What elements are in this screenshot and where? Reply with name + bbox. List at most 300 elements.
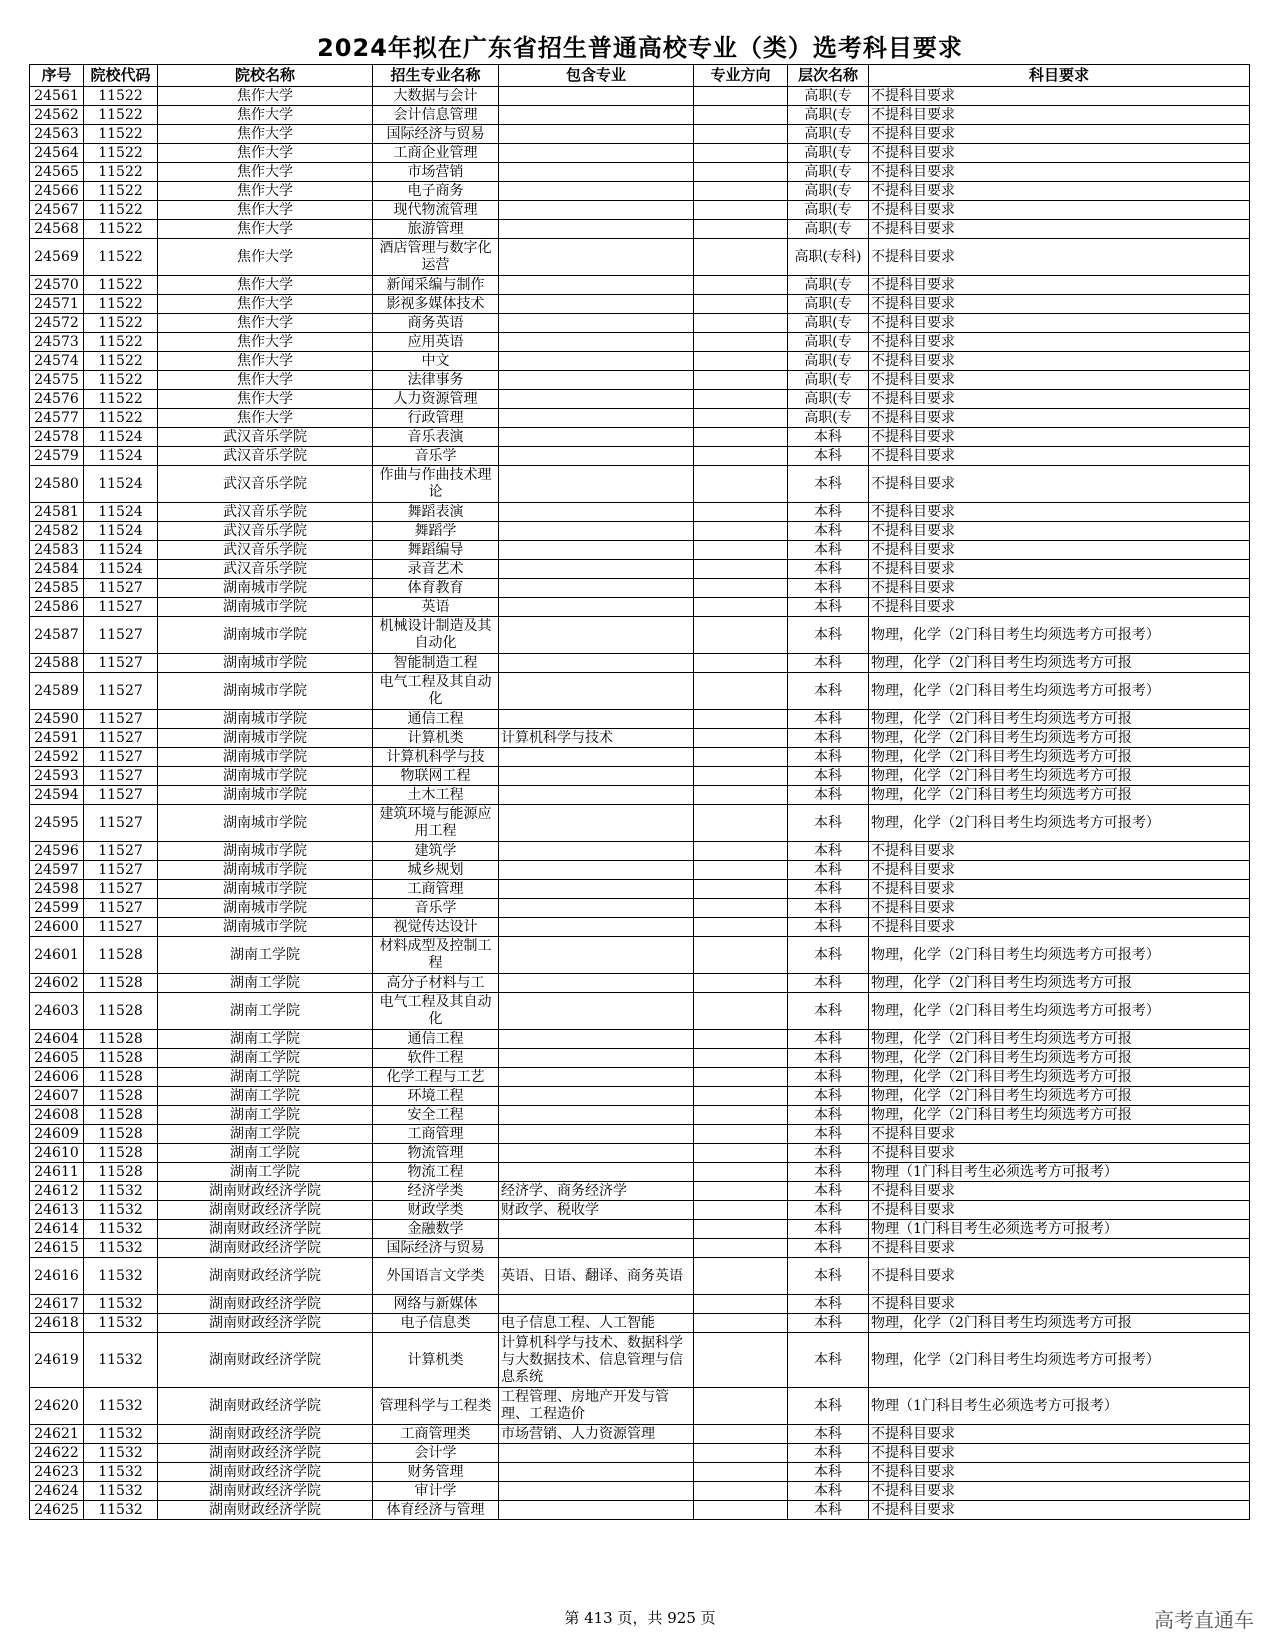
cell-major-name: 软件工程 bbox=[373, 1049, 499, 1068]
cell-school-code: 11527 bbox=[84, 617, 158, 654]
cell-level: 高职(专 bbox=[788, 106, 869, 125]
table-row bbox=[30, 1220, 1250, 1239]
cell-included-majors bbox=[499, 220, 694, 239]
cell-level: 高职(专 bbox=[788, 144, 869, 163]
cell-major-name: 电子商务 bbox=[373, 182, 499, 201]
table-row bbox=[30, 409, 1250, 428]
cell-level: 本科 bbox=[788, 842, 869, 861]
cell-major-direction bbox=[694, 1333, 788, 1388]
cell-subject-requirement: 不提科目要求 bbox=[869, 899, 1250, 918]
cell-major-direction bbox=[694, 710, 788, 729]
cell-school-code: 11522 bbox=[84, 352, 158, 371]
cell-seq: 24588 bbox=[30, 654, 84, 673]
cell-seq: 24589 bbox=[30, 673, 84, 710]
cell-major-direction bbox=[694, 182, 788, 201]
cell-subject-requirement: 物理，化学（2门科目考生均须选考方可报考） bbox=[869, 617, 1250, 654]
cell-seq: 24625 bbox=[30, 1501, 84, 1520]
cell-included-majors bbox=[499, 993, 694, 1030]
cell-major-direction bbox=[694, 1501, 788, 1520]
cell-level: 本科 bbox=[788, 1068, 869, 1087]
cell-school-name: 湖南财政经济学院 bbox=[158, 1239, 373, 1258]
cell-school-code: 11524 bbox=[84, 428, 158, 447]
cell-level: 本科 bbox=[788, 937, 869, 974]
header-major-name: 招生专业名称 bbox=[373, 65, 499, 87]
cell-major-direction bbox=[694, 295, 788, 314]
cell-level: 本科 bbox=[788, 617, 869, 654]
cell-included-majors bbox=[499, 748, 694, 767]
cell-school-name: 湖南城市学院 bbox=[158, 880, 373, 899]
cell-level: 本科 bbox=[788, 1482, 869, 1501]
subject-requirements-table bbox=[29, 64, 1250, 1520]
cell-subject-requirement: 物理，化学（2门科目考生均须选考方可报考） bbox=[869, 993, 1250, 1030]
cell-school-name: 湖南城市学院 bbox=[158, 861, 373, 880]
cell-school-code: 11532 bbox=[84, 1201, 158, 1220]
cell-seq: 24563 bbox=[30, 125, 84, 144]
cell-level: 本科 bbox=[788, 522, 869, 541]
cell-included-majors bbox=[499, 673, 694, 710]
cell-seq: 24623 bbox=[30, 1463, 84, 1482]
table-row bbox=[30, 1388, 1250, 1425]
cell-seq: 24608 bbox=[30, 1106, 84, 1125]
cell-seq: 24590 bbox=[30, 710, 84, 729]
cell-seq: 24561 bbox=[30, 87, 84, 106]
cell-included-majors bbox=[499, 447, 694, 466]
cell-level: 本科 bbox=[788, 1258, 869, 1295]
cell-major-direction bbox=[694, 371, 788, 390]
cell-included-majors bbox=[499, 880, 694, 899]
cell-major-direction bbox=[694, 447, 788, 466]
table-row bbox=[30, 579, 1250, 598]
table-row bbox=[30, 503, 1250, 522]
cell-school-name: 焦作大学 bbox=[158, 182, 373, 201]
cell-included-majors bbox=[499, 1482, 694, 1501]
cell-major-direction bbox=[694, 1239, 788, 1258]
cell-school-name: 湖南工学院 bbox=[158, 1030, 373, 1049]
table-row bbox=[30, 1501, 1250, 1520]
table-row bbox=[30, 352, 1250, 371]
cell-included-majors bbox=[499, 1295, 694, 1314]
cell-subject-requirement: 不提科目要求 bbox=[869, 314, 1250, 333]
cell-school-name: 焦作大学 bbox=[158, 352, 373, 371]
table-row bbox=[30, 598, 1250, 617]
cell-major-name: 物联网工程 bbox=[373, 767, 499, 786]
cell-major-direction bbox=[694, 767, 788, 786]
cell-school-code: 11527 bbox=[84, 654, 158, 673]
cell-school-code: 11527 bbox=[84, 861, 158, 880]
cell-subject-requirement: 物理，化学（2门科目考生均须选考方可报 bbox=[869, 654, 1250, 673]
cell-subject-requirement: 物理，化学（2门科目考生均须选考方可报 bbox=[869, 1087, 1250, 1106]
table-row bbox=[30, 220, 1250, 239]
cell-seq: 24617 bbox=[30, 1295, 84, 1314]
cell-level: 本科 bbox=[788, 560, 869, 579]
cell-subject-requirement: 物理，化学（2门科目考生均须选考方可报 bbox=[869, 786, 1250, 805]
cell-seq: 24615 bbox=[30, 1239, 84, 1258]
cell-school-name: 湖南城市学院 bbox=[158, 805, 373, 842]
cell-level: 高职(专 bbox=[788, 276, 869, 295]
cell-level: 高职(专 bbox=[788, 220, 869, 239]
cell-subject-requirement: 不提科目要求 bbox=[869, 447, 1250, 466]
cell-subject-requirement: 物理，化学（2门科目考生均须选考方可报 bbox=[869, 1030, 1250, 1049]
table-row bbox=[30, 842, 1250, 861]
table-row bbox=[30, 390, 1250, 409]
header-major-direction: 专业方向 bbox=[694, 65, 788, 87]
cell-major-name: 音乐学 bbox=[373, 447, 499, 466]
cell-seq: 24621 bbox=[30, 1425, 84, 1444]
cell-level: 高职(专 bbox=[788, 201, 869, 220]
cell-major-direction bbox=[694, 993, 788, 1030]
cell-major-name: 体育教育 bbox=[373, 579, 499, 598]
cell-included-majors: 财政学、税收学 bbox=[499, 1201, 694, 1220]
cell-school-name: 湖南城市学院 bbox=[158, 918, 373, 937]
cell-school-code: 11524 bbox=[84, 466, 158, 503]
cell-seq: 24579 bbox=[30, 447, 84, 466]
cell-major-direction bbox=[694, 1201, 788, 1220]
cell-included-majors bbox=[499, 276, 694, 295]
cell-school-code: 11527 bbox=[84, 710, 158, 729]
cell-level: 高职(专 bbox=[788, 371, 869, 390]
cell-school-name: 焦作大学 bbox=[158, 201, 373, 220]
cell-major-name: 舞蹈编导 bbox=[373, 541, 499, 560]
cell-major-direction bbox=[694, 390, 788, 409]
page-title: 2024年拟在广东省招生普通高校专业（类）选考科目要求 bbox=[317, 34, 963, 62]
cell-school-name: 湖南财政经济学院 bbox=[158, 1201, 373, 1220]
cell-included-majors bbox=[499, 352, 694, 371]
cell-school-code: 11532 bbox=[84, 1182, 158, 1201]
cell-included-majors bbox=[499, 786, 694, 805]
cell-level: 本科 bbox=[788, 1333, 869, 1388]
cell-school-code: 11527 bbox=[84, 918, 158, 937]
cell-level: 本科 bbox=[788, 767, 869, 786]
cell-school-name: 湖南城市学院 bbox=[158, 767, 373, 786]
table-row bbox=[30, 371, 1250, 390]
cell-seq: 24566 bbox=[30, 182, 84, 201]
cell-school-code: 11528 bbox=[84, 1106, 158, 1125]
cell-school-name: 湖南城市学院 bbox=[158, 729, 373, 748]
cell-school-name: 湖南城市学院 bbox=[158, 786, 373, 805]
cell-included-majors bbox=[499, 918, 694, 937]
cell-major-direction bbox=[694, 974, 788, 993]
cell-included-majors bbox=[499, 503, 694, 522]
cell-school-code: 11527 bbox=[84, 786, 158, 805]
cell-school-code: 11524 bbox=[84, 447, 158, 466]
cell-school-name: 武汉音乐学院 bbox=[158, 428, 373, 447]
table-row bbox=[30, 466, 1250, 503]
cell-school-name: 湖南城市学院 bbox=[158, 654, 373, 673]
cell-subject-requirement: 物理（1门科目考生必须选考方可报考） bbox=[869, 1388, 1250, 1425]
cell-school-name: 湖南城市学院 bbox=[158, 598, 373, 617]
table-row bbox=[30, 918, 1250, 937]
cell-school-name: 武汉音乐学院 bbox=[158, 560, 373, 579]
cell-school-code: 11522 bbox=[84, 163, 158, 182]
cell-subject-requirement: 物理，化学（2门科目考生均须选考方可报 bbox=[869, 748, 1250, 767]
cell-subject-requirement: 物理，化学（2门科目考生均须选考方可报考） bbox=[869, 1333, 1250, 1388]
cell-school-code: 11522 bbox=[84, 144, 158, 163]
cell-subject-requirement: 物理，化学（2门科目考生均须选考方可报 bbox=[869, 1068, 1250, 1087]
cell-level: 本科 bbox=[788, 447, 869, 466]
cell-major-direction bbox=[694, 276, 788, 295]
table-row bbox=[30, 654, 1250, 673]
cell-included-majors bbox=[499, 560, 694, 579]
cell-seq: 24609 bbox=[30, 1125, 84, 1144]
cell-school-name: 湖南城市学院 bbox=[158, 842, 373, 861]
cell-school-code: 11522 bbox=[84, 371, 158, 390]
header-subject-requirement: 科目要求 bbox=[869, 65, 1250, 87]
cell-school-name: 湖南财政经济学院 bbox=[158, 1463, 373, 1482]
cell-school-code: 11522 bbox=[84, 220, 158, 239]
cell-seq: 24616 bbox=[30, 1258, 84, 1295]
cell-major-direction bbox=[694, 1106, 788, 1125]
cell-level: 本科 bbox=[788, 1182, 869, 1201]
cell-school-name: 湖南工学院 bbox=[158, 993, 373, 1030]
cell-seq: 24600 bbox=[30, 918, 84, 937]
cell-seq: 24568 bbox=[30, 220, 84, 239]
cell-major-name: 行政管理 bbox=[373, 409, 499, 428]
cell-seq: 24605 bbox=[30, 1049, 84, 1068]
cell-major-name: 舞蹈表演 bbox=[373, 503, 499, 522]
cell-school-code: 11528 bbox=[84, 974, 158, 993]
cell-school-name: 湖南城市学院 bbox=[158, 673, 373, 710]
cell-major-name: 经济学类 bbox=[373, 1182, 499, 1201]
cell-school-code: 11532 bbox=[84, 1425, 158, 1444]
cell-subject-requirement: 物理，化学（2门科目考生均须选考方可报 bbox=[869, 710, 1250, 729]
cell-included-majors: 计算机科学与技术 bbox=[499, 729, 694, 748]
cell-school-code: 11528 bbox=[84, 1163, 158, 1182]
cell-major-direction bbox=[694, 466, 788, 503]
cell-major-direction bbox=[694, 598, 788, 617]
cell-level: 本科 bbox=[788, 918, 869, 937]
cell-seq: 24571 bbox=[30, 295, 84, 314]
table-header-row bbox=[30, 65, 1250, 87]
cell-level: 高职(专科) bbox=[788, 239, 869, 276]
cell-major-name: 计算机类 bbox=[373, 729, 499, 748]
cell-school-code: 11532 bbox=[84, 1482, 158, 1501]
cell-subject-requirement: 不提科目要求 bbox=[869, 1125, 1250, 1144]
cell-seq: 24619 bbox=[30, 1333, 84, 1388]
table-row bbox=[30, 617, 1250, 654]
cell-subject-requirement: 不提科目要求 bbox=[869, 1482, 1250, 1501]
cell-major-name: 体育经济与管理 bbox=[373, 1501, 499, 1520]
cell-included-majors bbox=[499, 295, 694, 314]
cell-major-name: 建筑环境与能源应用工程 bbox=[373, 805, 499, 842]
cell-major-name: 影视多媒体技术 bbox=[373, 295, 499, 314]
cell-major-name: 旅游管理 bbox=[373, 220, 499, 239]
cell-level: 高职(专 bbox=[788, 314, 869, 333]
cell-major-direction bbox=[694, 220, 788, 239]
cell-level: 高职(专 bbox=[788, 409, 869, 428]
cell-school-code: 11522 bbox=[84, 239, 158, 276]
cell-included-majors bbox=[499, 182, 694, 201]
cell-level: 本科 bbox=[788, 710, 869, 729]
cell-seq: 24597 bbox=[30, 861, 84, 880]
cell-level: 本科 bbox=[788, 1314, 869, 1333]
table-row bbox=[30, 748, 1250, 767]
table-row bbox=[30, 937, 1250, 974]
cell-major-direction bbox=[694, 409, 788, 428]
cell-seq: 24574 bbox=[30, 352, 84, 371]
table-row bbox=[30, 125, 1250, 144]
cell-level: 本科 bbox=[788, 748, 869, 767]
cell-included-majors bbox=[499, 899, 694, 918]
cell-major-name: 会计学 bbox=[373, 1444, 499, 1463]
cell-major-direction bbox=[694, 87, 788, 106]
cell-major-name: 新闻采编与制作 bbox=[373, 276, 499, 295]
cell-subject-requirement: 不提科目要求 bbox=[869, 880, 1250, 899]
table-row bbox=[30, 993, 1250, 1030]
cell-major-name: 电子信息类 bbox=[373, 1314, 499, 1333]
cell-subject-requirement: 物理，化学（2门科目考生均须选考方可报考） bbox=[869, 937, 1250, 974]
cell-subject-requirement: 不提科目要求 bbox=[869, 125, 1250, 144]
cell-major-name: 物流工程 bbox=[373, 1163, 499, 1182]
cell-school-name: 湖南财政经济学院 bbox=[158, 1182, 373, 1201]
cell-seq: 24582 bbox=[30, 522, 84, 541]
cell-seq: 24602 bbox=[30, 974, 84, 993]
cell-seq: 24595 bbox=[30, 805, 84, 842]
cell-school-code: 11528 bbox=[84, 937, 158, 974]
cell-subject-requirement: 不提科目要求 bbox=[869, 428, 1250, 447]
cell-school-code: 11524 bbox=[84, 522, 158, 541]
cell-included-majors bbox=[499, 710, 694, 729]
cell-school-code: 11522 bbox=[84, 390, 158, 409]
cell-school-name: 湖南工学院 bbox=[158, 974, 373, 993]
cell-included-majors bbox=[499, 541, 694, 560]
cell-major-direction bbox=[694, 918, 788, 937]
table-row bbox=[30, 1030, 1250, 1049]
cell-included-majors: 经济学、商务经济学 bbox=[499, 1182, 694, 1201]
cell-level: 本科 bbox=[788, 1125, 869, 1144]
cell-school-code: 11522 bbox=[84, 87, 158, 106]
cell-included-majors bbox=[499, 767, 694, 786]
cell-major-name: 通信工程 bbox=[373, 1030, 499, 1049]
cell-school-name: 湖南工学院 bbox=[158, 1106, 373, 1125]
cell-school-code: 11528 bbox=[84, 1125, 158, 1144]
cell-level: 本科 bbox=[788, 466, 869, 503]
cell-subject-requirement: 不提科目要求 bbox=[869, 409, 1250, 428]
cell-seq: 24610 bbox=[30, 1144, 84, 1163]
cell-included-majors bbox=[499, 239, 694, 276]
cell-seq: 24584 bbox=[30, 560, 84, 579]
cell-school-name: 湖南工学院 bbox=[158, 1068, 373, 1087]
cell-subject-requirement: 不提科目要求 bbox=[869, 503, 1250, 522]
cell-included-majors bbox=[499, 201, 694, 220]
cell-school-name: 焦作大学 bbox=[158, 220, 373, 239]
cell-included-majors bbox=[499, 1463, 694, 1482]
cell-major-direction bbox=[694, 1163, 788, 1182]
cell-subject-requirement: 不提科目要求 bbox=[869, 1501, 1250, 1520]
cell-seq: 24613 bbox=[30, 1201, 84, 1220]
table-row bbox=[30, 1182, 1250, 1201]
cell-subject-requirement: 不提科目要求 bbox=[869, 1182, 1250, 1201]
cell-school-name: 湖南财政经济学院 bbox=[158, 1482, 373, 1501]
cell-subject-requirement: 不提科目要求 bbox=[869, 1144, 1250, 1163]
cell-subject-requirement: 不提科目要求 bbox=[869, 522, 1250, 541]
cell-major-direction bbox=[694, 899, 788, 918]
cell-included-majors bbox=[499, 654, 694, 673]
cell-subject-requirement: 不提科目要求 bbox=[869, 842, 1250, 861]
cell-included-majors bbox=[499, 1144, 694, 1163]
cell-seq: 24594 bbox=[30, 786, 84, 805]
cell-major-direction bbox=[694, 1444, 788, 1463]
cell-school-name: 焦作大学 bbox=[158, 163, 373, 182]
cell-included-majors bbox=[499, 333, 694, 352]
cell-subject-requirement: 不提科目要求 bbox=[869, 182, 1250, 201]
cell-major-direction bbox=[694, 617, 788, 654]
cell-school-code: 11527 bbox=[84, 729, 158, 748]
cell-major-name: 化学工程与工艺 bbox=[373, 1068, 499, 1087]
table-row bbox=[30, 974, 1250, 993]
cell-seq: 24593 bbox=[30, 767, 84, 786]
cell-level: 高职(专 bbox=[788, 163, 869, 182]
cell-school-code: 11522 bbox=[84, 314, 158, 333]
header-seq: 序号 bbox=[30, 65, 84, 87]
cell-subject-requirement: 物理（1门科目考生必须选考方可报考） bbox=[869, 1220, 1250, 1239]
cell-included-majors bbox=[499, 125, 694, 144]
cell-subject-requirement: 物理，化学（2门科目考生均须选考方可报 bbox=[869, 1049, 1250, 1068]
cell-major-direction bbox=[694, 1030, 788, 1049]
cell-subject-requirement: 不提科目要求 bbox=[869, 371, 1250, 390]
cell-subject-requirement: 不提科目要求 bbox=[869, 579, 1250, 598]
cell-subject-requirement: 不提科目要求 bbox=[869, 466, 1250, 503]
cell-included-majors bbox=[499, 1068, 694, 1087]
cell-school-name: 武汉音乐学院 bbox=[158, 522, 373, 541]
header-level: 层次名称 bbox=[788, 65, 869, 87]
table-row bbox=[30, 767, 1250, 786]
cell-school-code: 11527 bbox=[84, 842, 158, 861]
cell-subject-requirement: 不提科目要求 bbox=[869, 598, 1250, 617]
cell-major-direction bbox=[694, 503, 788, 522]
watermark-brand: 高考直通车 bbox=[1154, 1608, 1254, 1632]
cell-included-majors bbox=[499, 1049, 694, 1068]
cell-major-direction bbox=[694, 1388, 788, 1425]
cell-level: 本科 bbox=[788, 993, 869, 1030]
cell-major-name: 录音艺术 bbox=[373, 560, 499, 579]
cell-school-code: 11524 bbox=[84, 560, 158, 579]
cell-major-direction bbox=[694, 239, 788, 276]
cell-level: 本科 bbox=[788, 1220, 869, 1239]
cell-major-direction bbox=[694, 1182, 788, 1201]
cell-level: 本科 bbox=[788, 598, 869, 617]
cell-major-name: 环境工程 bbox=[373, 1087, 499, 1106]
cell-school-name: 武汉音乐学院 bbox=[158, 466, 373, 503]
cell-level: 本科 bbox=[788, 805, 869, 842]
cell-included-majors bbox=[499, 371, 694, 390]
cell-seq: 24612 bbox=[30, 1182, 84, 1201]
cell-school-name: 湖南财政经济学院 bbox=[158, 1425, 373, 1444]
cell-school-code: 11528 bbox=[84, 1068, 158, 1087]
cell-school-name: 湖南城市学院 bbox=[158, 617, 373, 654]
cell-level: 本科 bbox=[788, 1239, 869, 1258]
cell-school-name: 焦作大学 bbox=[158, 144, 373, 163]
cell-level: 高职(专 bbox=[788, 295, 869, 314]
cell-level: 本科 bbox=[788, 1501, 869, 1520]
cell-major-name: 计算机类 bbox=[373, 1333, 499, 1388]
cell-subject-requirement: 不提科目要求 bbox=[869, 239, 1250, 276]
cell-level: 本科 bbox=[788, 1425, 869, 1444]
cell-included-majors bbox=[499, 1220, 694, 1239]
cell-major-name: 国际经济与贸易 bbox=[373, 1239, 499, 1258]
table-body bbox=[30, 87, 1250, 1520]
cell-school-code: 11532 bbox=[84, 1220, 158, 1239]
cell-school-name: 湖南工学院 bbox=[158, 1049, 373, 1068]
page-footer: 第 413 页，共 925 页 bbox=[564, 1609, 716, 1627]
cell-seq: 24570 bbox=[30, 276, 84, 295]
table-row bbox=[30, 1295, 1250, 1314]
table-row bbox=[30, 1463, 1250, 1482]
cell-school-code: 11528 bbox=[84, 1087, 158, 1106]
cell-level: 本科 bbox=[788, 899, 869, 918]
cell-included-majors: 工程管理、房地产开发与管理、工程造价 bbox=[499, 1388, 694, 1425]
cell-school-name: 湖南财政经济学院 bbox=[158, 1388, 373, 1425]
table-row bbox=[30, 163, 1250, 182]
